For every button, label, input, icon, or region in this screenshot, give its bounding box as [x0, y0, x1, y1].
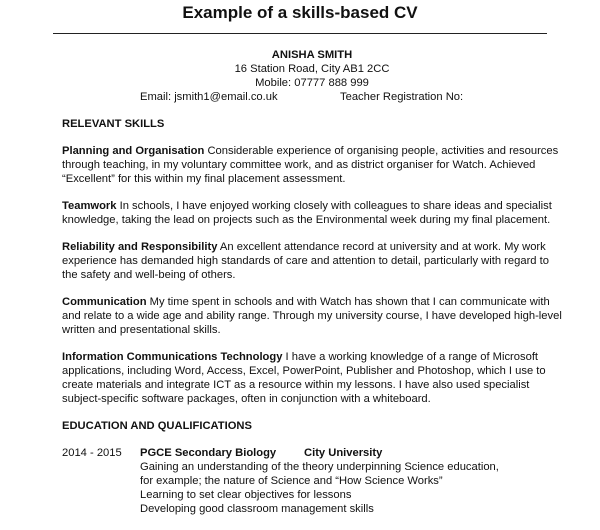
- skill-item: [62, 295, 562, 337]
- skill-description: My time spent in schools and with Watch has shown that I can communicate with and relate to a wide age and ability range. Through my university course, I have developed high-level written and presentational skills.: [62, 296, 562, 336]
- education-course: PGCE Secondary Biology: [140, 447, 277, 459]
- skill-name: Information Communications Technology: [62, 351, 283, 363]
- skill-description: An excellent attendance record at university and at work. My work experience has demanded high standards of care and attention to detail, particularly with regard to the safety and well-being of others.: [62, 241, 549, 281]
- skill-description: In schools, I have enjoyed working closely with colleagues to share ideas and specialist knowledge, taking the lead on projects such as the Environmental week during my final placement.: [62, 200, 552, 226]
- skill-item: [62, 199, 562, 227]
- contact-line: [62, 90, 562, 104]
- education-details: [140, 460, 562, 516]
- skills-heading: RELEVANT SKILLS: [62, 118, 165, 130]
- skill-name: Communication: [62, 296, 147, 308]
- education-years: 2014 - 2015: [62, 447, 122, 459]
- skill-description: Considerable experience of organising people, activities and resources through teaching, in my voluntary committee work, and as district organiser for Watch. Achieved “Excellent” for this within my final placement assessment.: [62, 145, 559, 185]
- education-body: [140, 446, 562, 516]
- skill-item: [62, 144, 562, 186]
- teacher-registration: Teacher Registration No:: [340, 91, 464, 103]
- education-heading: EDUCATION AND QUALIFICATIONS: [62, 420, 252, 432]
- title-divider: [53, 33, 547, 34]
- education-detail-line: Developing good classroom management skills: [140, 503, 374, 515]
- skill-name: Planning and Organisation: [62, 145, 205, 157]
- candidate-mobile: Mobile: 07777 888 999: [255, 77, 369, 89]
- skill-name: Reliability and Responsibility: [62, 241, 218, 253]
- skill-item: [62, 240, 562, 282]
- skill-name: Teamwork: [62, 200, 117, 212]
- page-title: Example of a skills-based CV: [182, 3, 418, 22]
- education-header: [140, 446, 562, 460]
- skill-item: [62, 350, 562, 406]
- education-detail-line: for example; the nature of Science and “How Science Works”: [140, 475, 443, 487]
- education-detail-line: Gaining an understanding of the theory underpinning Science education,: [140, 461, 499, 473]
- candidate-name: ANISHA SMITH: [271, 49, 353, 61]
- candidate-address: 16 Station Road, City AB1 2CC: [234, 63, 390, 75]
- education-detail-line: Learning to set clear objectives for lessons: [140, 489, 352, 501]
- education-entry: [62, 446, 562, 516]
- candidate-email: Email: jsmith1@email.co.uk: [140, 91, 278, 103]
- education-institution: City University: [304, 447, 383, 459]
- cv-content: [62, 48, 562, 516]
- skill-description: I have a working knowledge of a range of Microsoft applications, including Word, Access, Excel, PowerPoint, Publisher and Photoshop, which I use to create materials and integrate ICT as a resource within my lessons. I have also used specialist subject-specific software packages, often in conjunction with a whiteboard.: [62, 351, 546, 405]
